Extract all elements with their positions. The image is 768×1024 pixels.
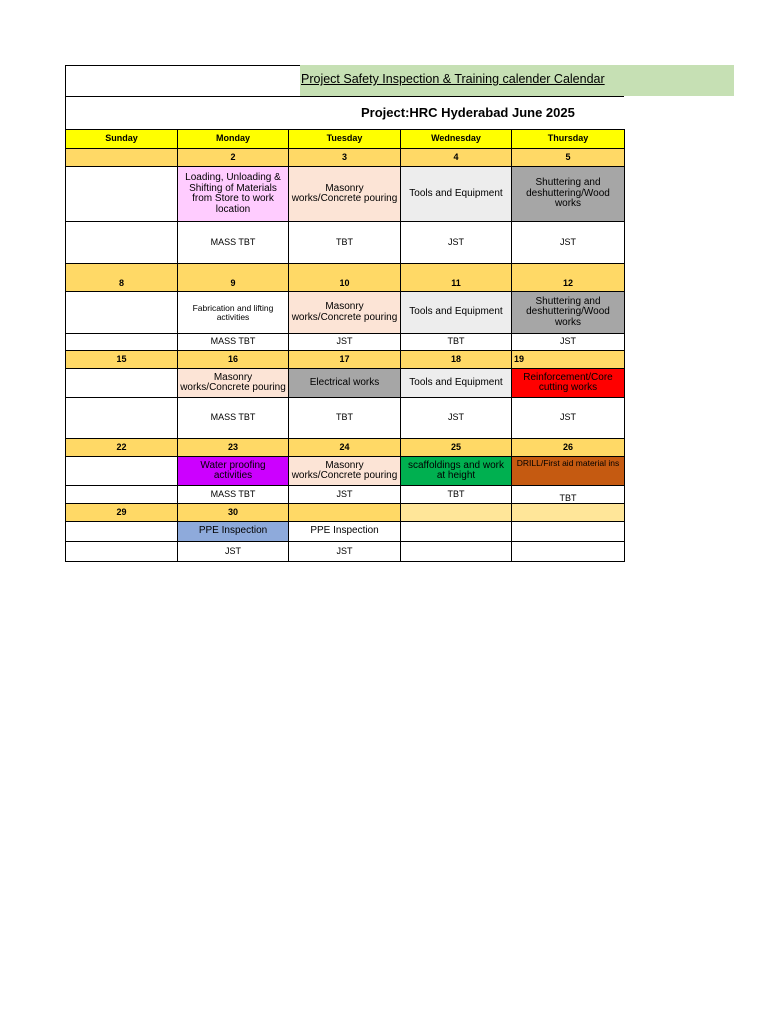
project-label: Project:HRC Hyderabad June 2025 [361, 105, 575, 120]
date-cell: 26 [512, 439, 625, 457]
date-cell: 11 [401, 264, 512, 292]
training-cell: JST [289, 542, 401, 562]
date-cell: 9 [178, 264, 289, 292]
weekday-wednesday: Wednesday [401, 130, 512, 149]
activity-cell [66, 167, 178, 222]
date-cell: 5 [512, 149, 625, 167]
week5-training-row [66, 542, 625, 562]
weekday-tuesday: Tuesday [289, 130, 401, 149]
date-cell [289, 504, 401, 522]
week4-training-row [66, 486, 625, 504]
activity-cell: Masonry works/Concrete pouring [289, 457, 401, 486]
date-cell: 8 [66, 264, 178, 292]
training-cell [66, 398, 178, 439]
weekday-header-row [66, 130, 625, 149]
date-cell: 23 [178, 439, 289, 457]
week1-activity-row [66, 167, 625, 222]
week4-activity-row [66, 457, 625, 486]
title-band [65, 65, 734, 96]
date-cell [512, 504, 625, 522]
activity-cell: Electrical works [289, 369, 401, 398]
weekday-monday: Monday [178, 130, 289, 149]
date-cell: 10 [289, 264, 401, 292]
date-cell: 18 [401, 351, 512, 369]
week3-activity-row [66, 369, 625, 398]
date-cell: 17 [289, 351, 401, 369]
training-cell: TBT [401, 486, 512, 504]
date-cell: 16 [178, 351, 289, 369]
date-cell: 12 [512, 264, 625, 292]
activity-cell: scaffoldings and work at height [401, 457, 512, 486]
week3-date-row [66, 351, 625, 369]
activity-cell [66, 522, 178, 542]
training-cell: MASS TBT [178, 398, 289, 439]
week5-activity-row [66, 522, 625, 542]
activity-cell: Tools and Equipment [401, 167, 512, 222]
date-cell: 24 [289, 439, 401, 457]
training-cell: JST [178, 542, 289, 562]
activity-cell [66, 292, 178, 334]
weekday-thursday: Thursday [512, 130, 625, 149]
title-band-left-blank [65, 65, 300, 96]
training-cell: MASS TBT [178, 222, 289, 264]
activity-cell: Masonry works/Concrete pouring [289, 167, 401, 222]
training-cell: TBT [512, 486, 625, 504]
date-cell [401, 504, 512, 522]
activity-cell: Fabrication and lifting activities [178, 292, 289, 334]
activity-cell: Loading, Unloading & Shifting of Materials from Store to work location [178, 167, 289, 222]
training-cell: JST [512, 398, 625, 439]
date-cell [66, 149, 178, 167]
activity-cell: Tools and Equipment [401, 369, 512, 398]
week1-date-row [66, 149, 625, 167]
activity-cell: PPE Inspection [178, 522, 289, 542]
training-cell: MASS TBT [178, 334, 289, 351]
week5-date-row [66, 504, 625, 522]
activity-cell: Masonry works/Concrete pouring [289, 292, 401, 334]
week2-training-row [66, 334, 625, 351]
training-cell [512, 542, 625, 562]
week3-training-row [66, 398, 625, 439]
activity-cell: Shuttering and deshuttering/Wood works [512, 292, 625, 334]
activity-cell [66, 457, 178, 486]
activity-cell: Reinforcement/Core cutting works [512, 369, 625, 398]
date-cell: 3 [289, 149, 401, 167]
training-cell [401, 542, 512, 562]
weekday-sunday: Sunday [66, 130, 178, 149]
date-cell: 22 [66, 439, 178, 457]
training-cell: JST [289, 334, 401, 351]
activity-cell [512, 522, 625, 542]
activity-cell [401, 522, 512, 542]
calendar-table [65, 129, 625, 562]
training-cell: TBT [289, 222, 401, 264]
activity-cell: PPE Inspection [289, 522, 401, 542]
week4-date-row [66, 439, 625, 457]
activity-cell [66, 369, 178, 398]
training-cell: MASS TBT [178, 486, 289, 504]
date-cell: 29 [66, 504, 178, 522]
activity-cell: DRILL/First aid material ins [512, 457, 625, 486]
training-cell [66, 222, 178, 264]
training-cell [66, 486, 178, 504]
date-cell: 4 [401, 149, 512, 167]
training-cell: JST [512, 334, 625, 351]
calendar-title: Project Safety Inspection & Training calender Calendar [301, 72, 605, 86]
date-cell: 19 [512, 351, 625, 369]
date-cell: 2 [178, 149, 289, 167]
project-row [65, 96, 624, 129]
date-cell: 25 [401, 439, 512, 457]
training-cell: JST [289, 486, 401, 504]
week1-training-row [66, 222, 625, 264]
date-cell: 15 [66, 351, 178, 369]
activity-cell: Shuttering and deshuttering/Wood works [512, 167, 625, 222]
training-cell [66, 334, 178, 351]
activity-cell: Tools and Equipment [401, 292, 512, 334]
training-cell: JST [401, 398, 512, 439]
training-cell: JST [401, 222, 512, 264]
activity-cell: Masonry works/Concrete pouring [178, 369, 289, 398]
training-cell: TBT [289, 398, 401, 439]
week2-activity-row [66, 292, 625, 334]
training-cell: JST [512, 222, 625, 264]
activity-cell: Water proofing activities [178, 457, 289, 486]
week2-date-row [66, 264, 625, 292]
training-cell [66, 542, 178, 562]
training-cell: TBT [401, 334, 512, 351]
date-cell: 30 [178, 504, 289, 522]
